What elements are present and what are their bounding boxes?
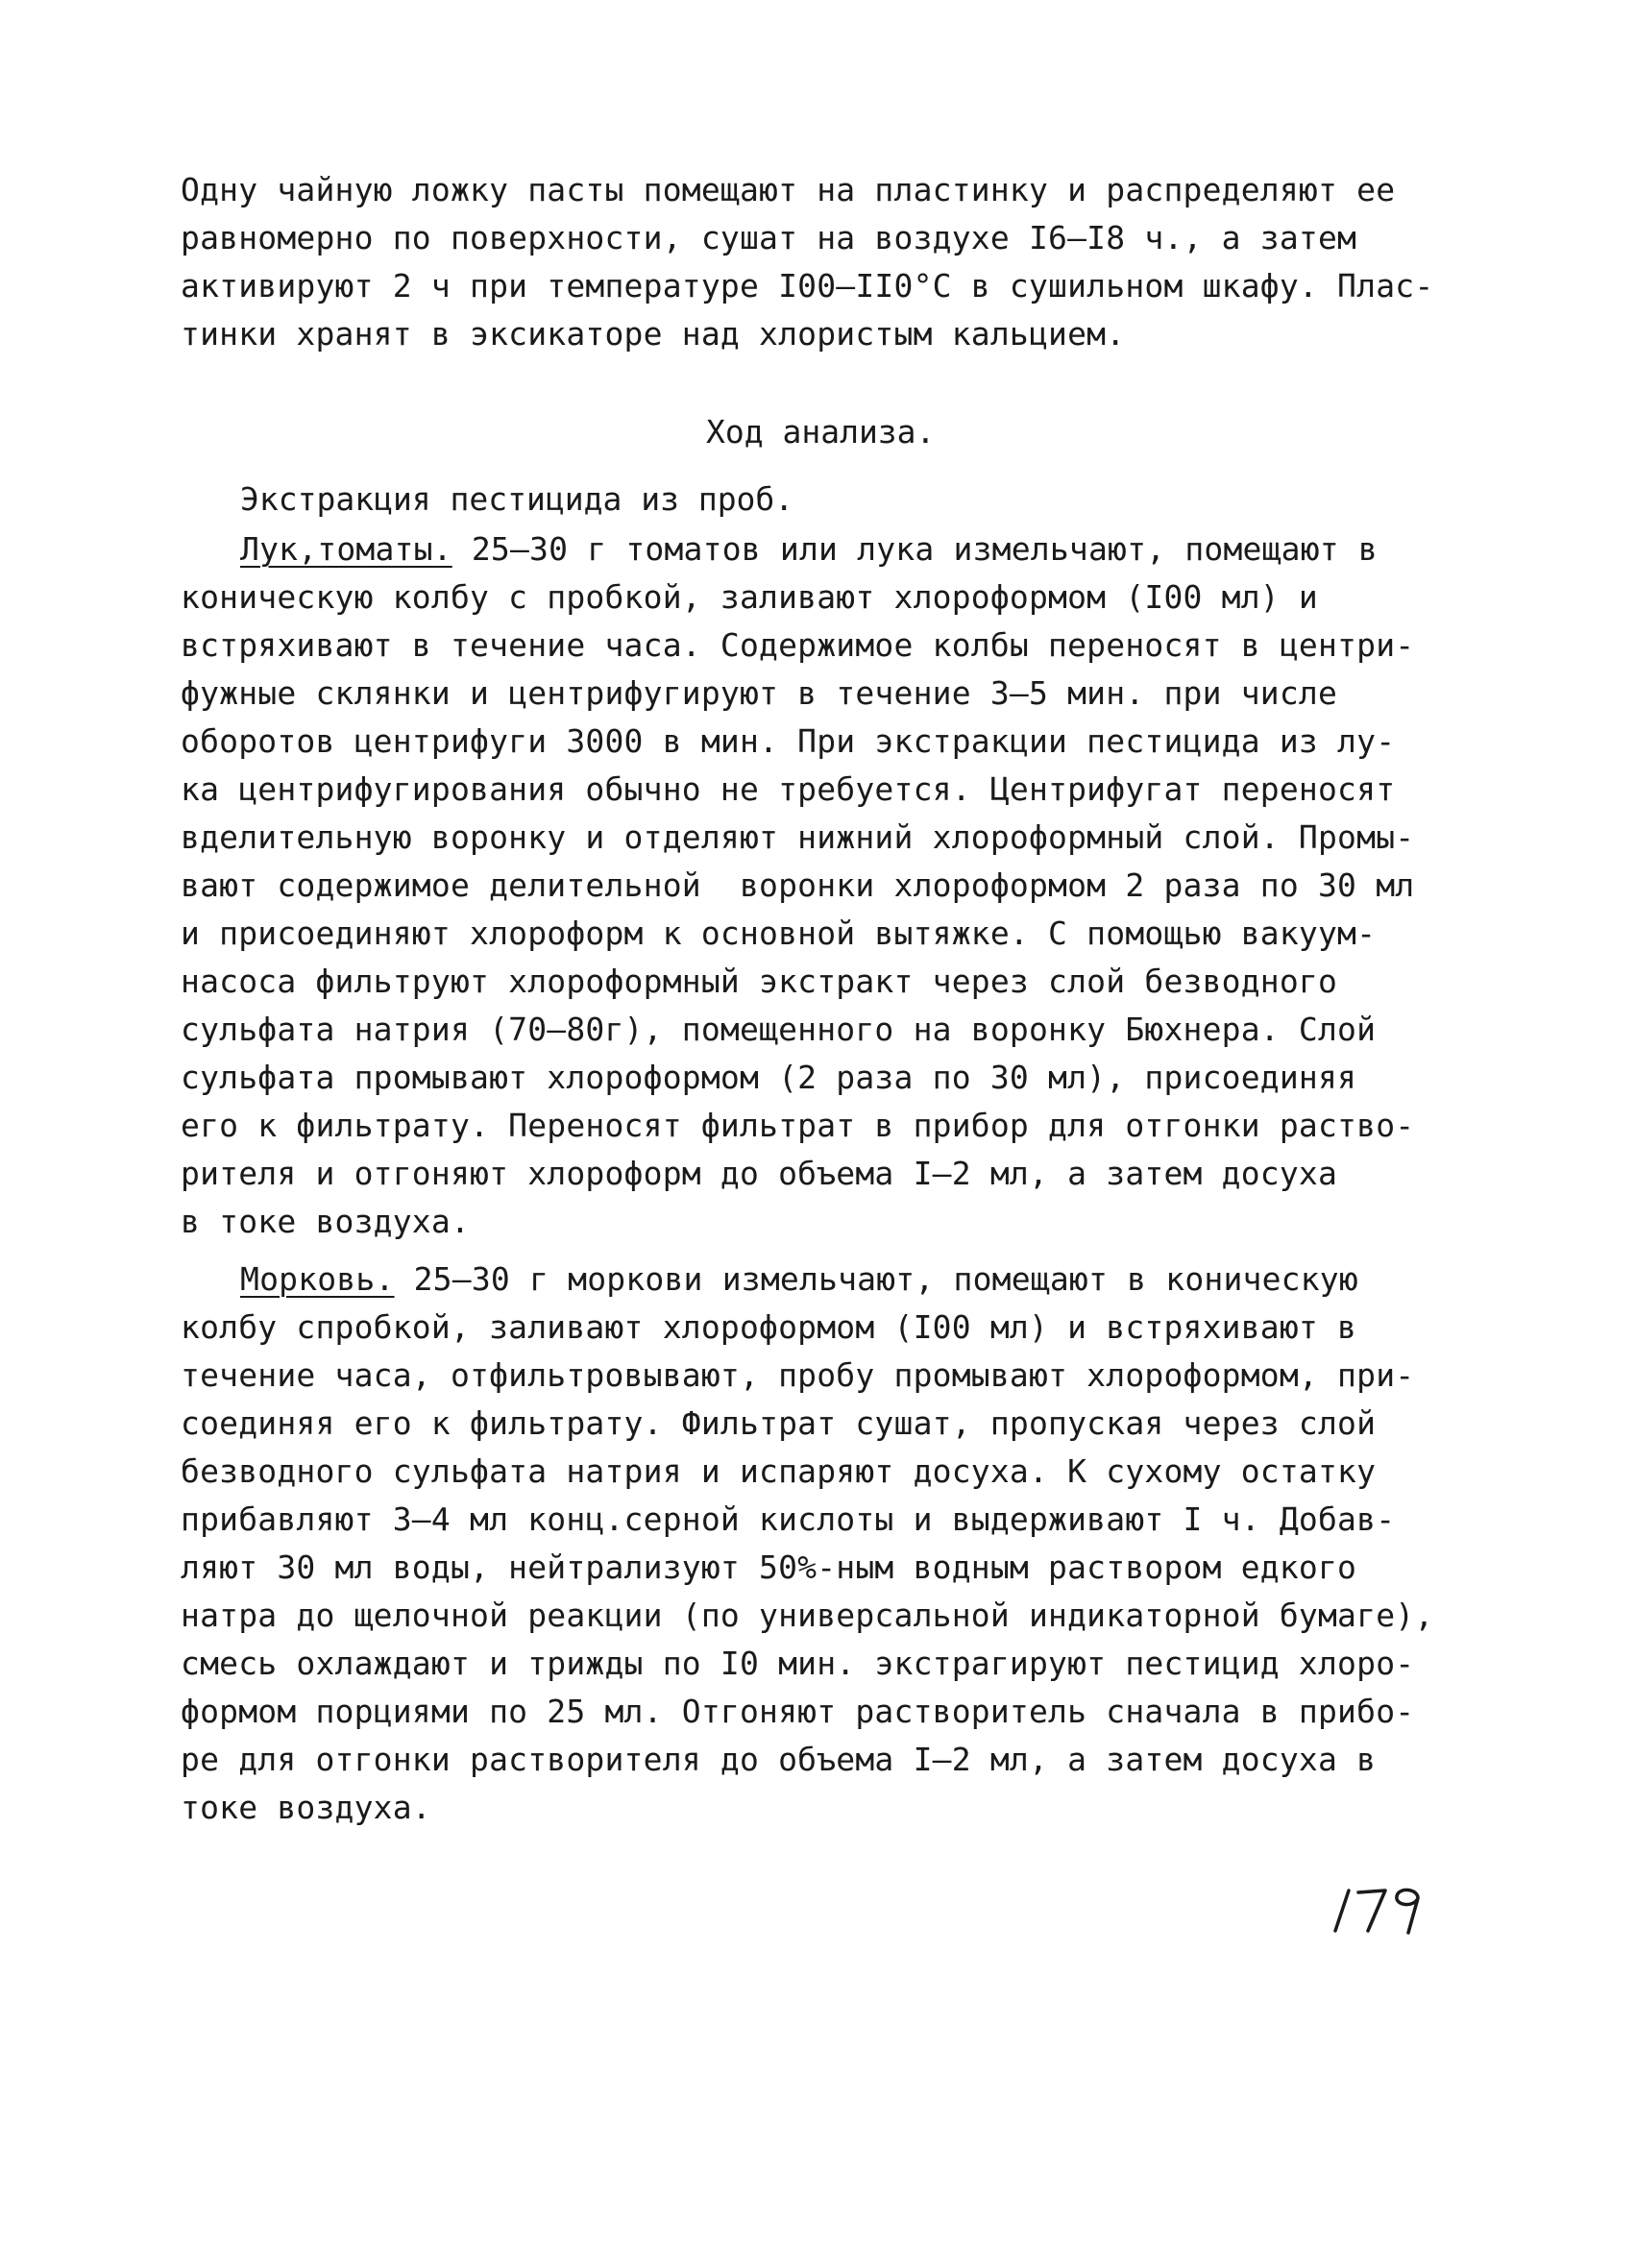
text-line: токе воздуха. — [181, 1789, 431, 1826]
handwritten-page-number — [1326, 1881, 1441, 1939]
text-line-rest: 25–30 г томатов или лука измельчают, помещают в — [451, 530, 1378, 568]
text-line: Одну чайную ложку пасты помещают на пластинку и распределяют ее — [181, 171, 1396, 208]
text-line: течение часа, отфильтровывают, пробу промывают хлороформом, при- — [181, 1356, 1415, 1394]
text-line: вают содержимое делительной воронки хлороформом 2 раза по 30 мл — [181, 866, 1415, 904]
text-line: ре для отгонки растворителя до объема I–2 мл, а затем досуха в — [181, 1741, 1377, 1778]
text-line: безводного сульфата натрия и испаряют досуха. К сухому остатку — [181, 1452, 1377, 1490]
text-line: колбу спробкой, заливают хлороформом (I00 мл) и встряхивают в — [181, 1308, 1357, 1346]
text-line: соединяя его к фильтрату. Фильтрат сушат, пропуская через слой — [181, 1404, 1377, 1442]
text-line: ка центрифугирования обычно не требуется. Центрифугат переносят — [181, 770, 1396, 808]
text-line: смесь охлаждают и трижды по I0 мин. экстрагируют пестицид хлоро- — [181, 1645, 1415, 1682]
text-line: оборотов центрифуги 3000 в мин. При экстракции пестицида из лу- — [181, 722, 1396, 760]
text-line: коническую колбу с пробкой, заливают хлороформом (I00 мл) и — [181, 578, 1318, 616]
text-line: фужные склянки и центрифугируют в течение 3–5 мин. при числе — [181, 674, 1338, 712]
text-line-first — [240, 1255, 1358, 1305]
text-line: прибавляют 3–4 мл конц.серной кислоты и выдерживают I ч. Добав- — [181, 1500, 1396, 1538]
text-line: насоса фильтруют хлороформный экстракт через слой безводного — [181, 963, 1338, 1000]
text-line: его к фильтрату. Переносят фильтрат в прибор для отгонки раство- — [181, 1107, 1415, 1144]
text-line: и присоединяют хлороформ к основной вытяжке. С помощью вакуум- — [181, 915, 1377, 952]
text-line: формом порциями по 25 мл. Отгоняют растворитель сначала в прибо- — [181, 1693, 1415, 1730]
text-line-first — [240, 524, 1378, 574]
text-line: ляют 30 мл воды, нейтрализуют 50%-ным водным раствором едкого — [181, 1549, 1357, 1586]
text-line-rest: 25–30 г моркови измельчают, помещают в коническую — [394, 1260, 1358, 1298]
paragraph-label: Лук,томаты. — [240, 530, 452, 568]
text-line: вделительную воронку и отделяют нижний хлороформный слой. Промы- — [181, 818, 1415, 856]
text-line: равномерно по поверхности, сушат на воздухе I6–I8 ч., а затем — [181, 219, 1357, 256]
text-line: тинки хранят в эксикаторе над хлористым кальцием. — [181, 315, 1126, 353]
section-heading: Ход анализа. — [706, 413, 936, 451]
paragraph-label: Морковь. — [240, 1260, 395, 1298]
text-line: сульфата промывают хлороформом (2 раза по 30 мл), присоединяя — [181, 1059, 1357, 1096]
text-line: активируют 2 ч при температуре I00–II0°С в сушильном шкафу. Плас- — [181, 267, 1434, 305]
text-line: в токе воздуха. — [181, 1203, 471, 1240]
text-line: сульфата натрия (70–80г), помещенного на воронку Бюхнера. Слой — [181, 1011, 1377, 1048]
section-subheading: Экстракция пестицида из проб. — [240, 480, 794, 518]
text-line: натра до щелочной реакции (по универсальной индикаторной бумаге), — [181, 1597, 1434, 1634]
text-line: встряхивают в течение часа. Содержимое колбы переносят в центри- — [181, 626, 1415, 664]
text-line: рителя и отгоняют хлороформ до объема I–2 мл, а затем досуха — [181, 1155, 1338, 1192]
